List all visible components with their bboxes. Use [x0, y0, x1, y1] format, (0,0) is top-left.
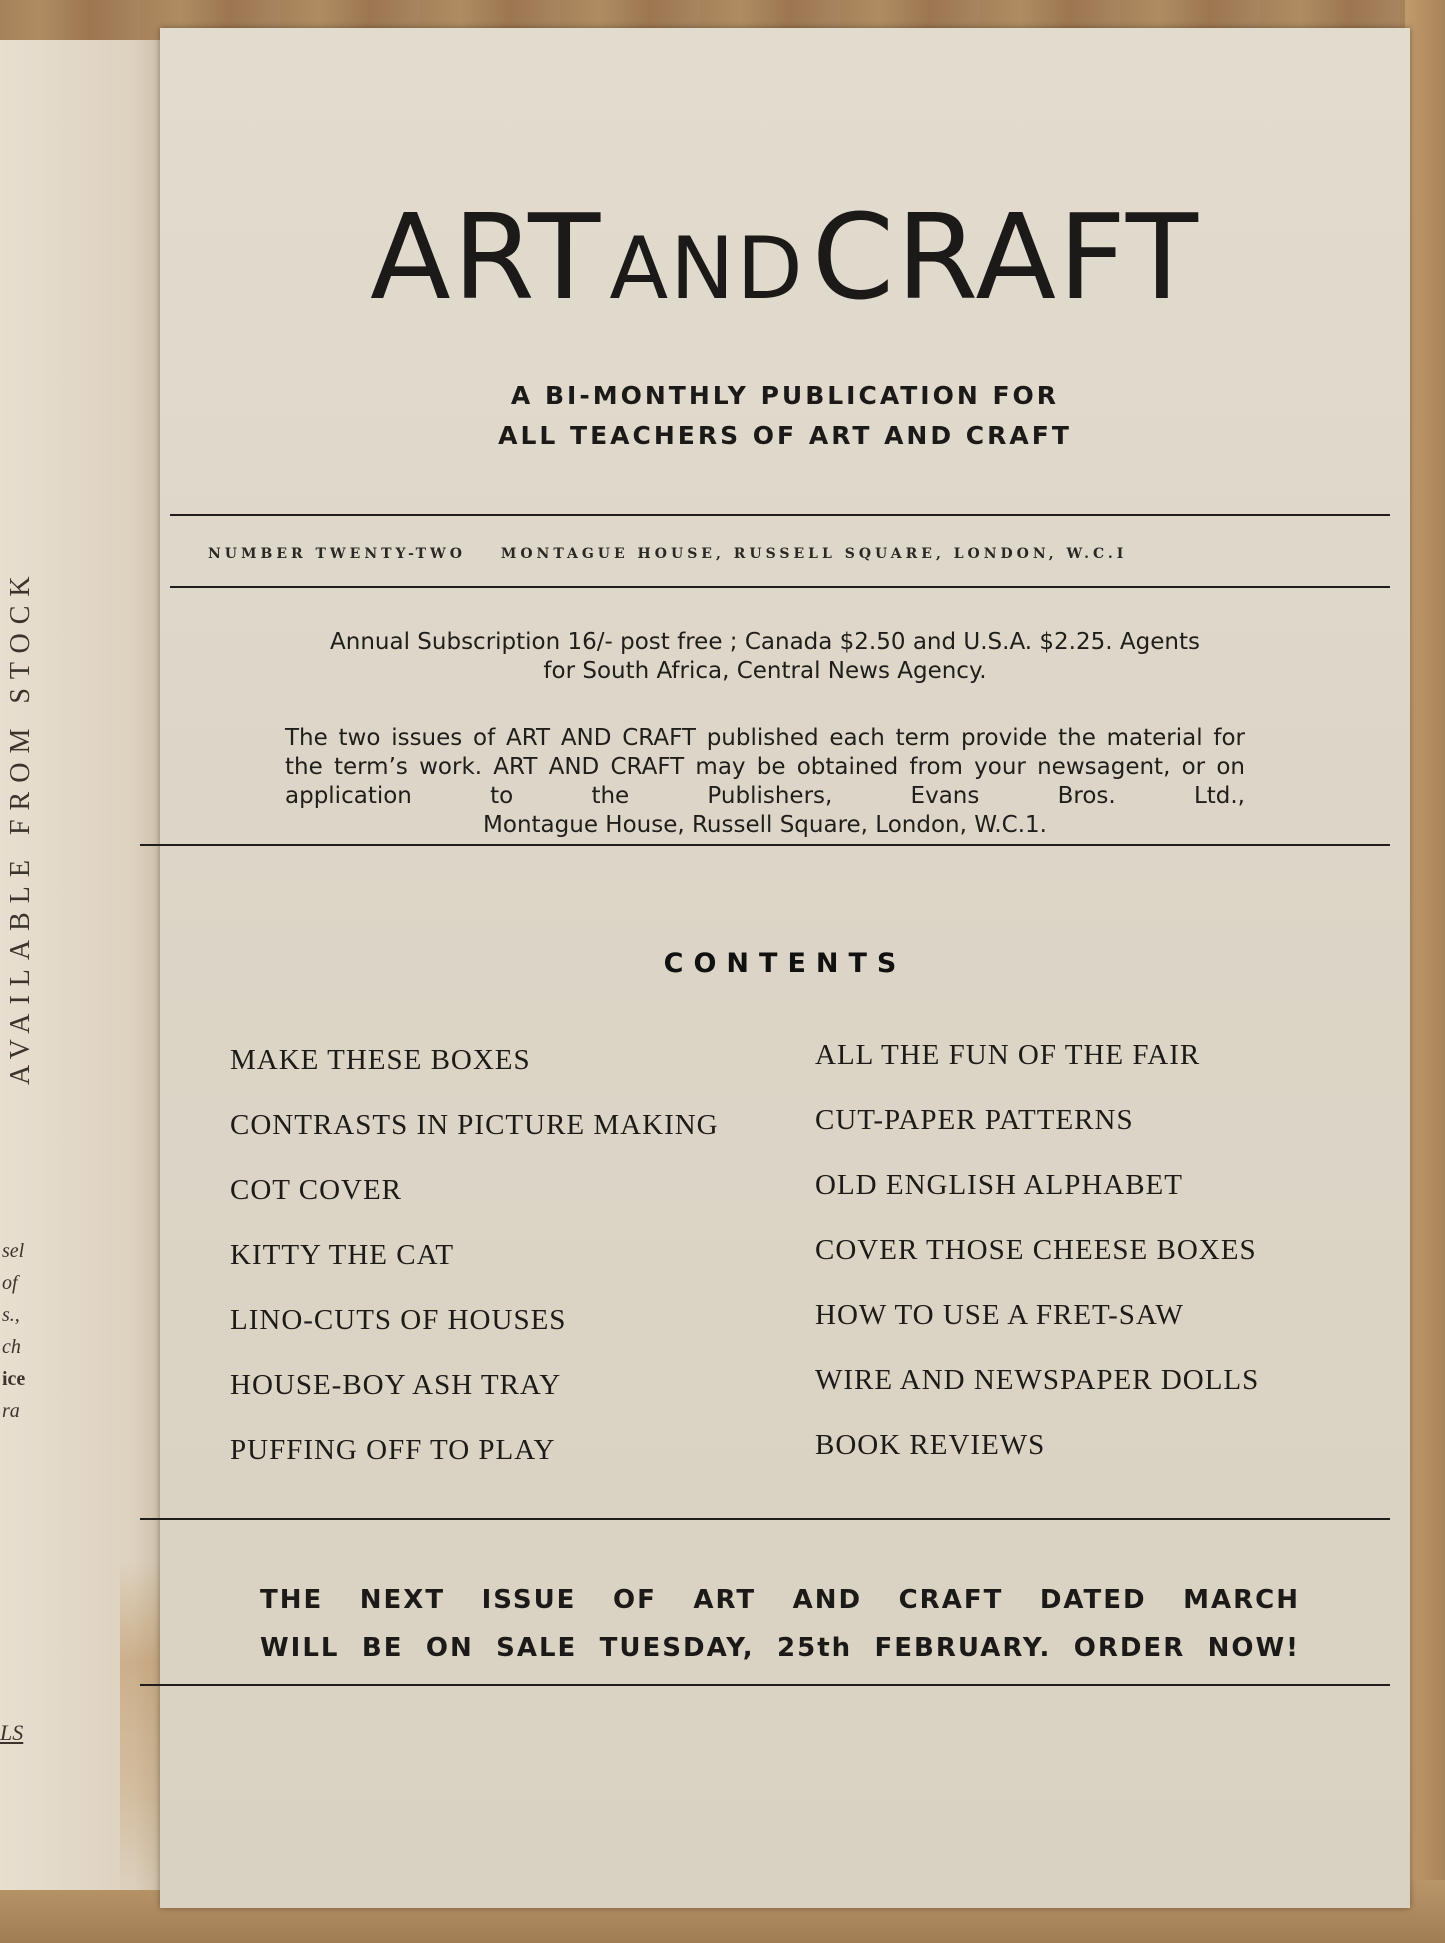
title-craft: CRAFT	[811, 188, 1200, 326]
contents-item: LINO-CUTS OF HOUSES	[230, 1304, 567, 1336]
title-and: AND	[609, 219, 805, 319]
notice-line-1: THE NEXT ISSUE OF ART AND CRAFT DATED MARCH	[260, 1585, 1300, 1615]
subscription-line-1: Annual Subscription 16/- post free ; Canada $2.50 and U.S.A. $2.25. Agents	[330, 629, 1200, 655]
contents-item: BOOK REVIEWS	[815, 1429, 1046, 1461]
contents-item: ALL THE FUN OF THE FAIR	[815, 1039, 1201, 1071]
contents-left-column	[230, 1028, 719, 1483]
contents-item: HOUSE-BOY ASH TRAY	[230, 1369, 562, 1401]
subtitle-line-1: A BI-MONTHLY PUBLICATION FOR	[510, 381, 1060, 410]
magazine-page	[160, 28, 1410, 1908]
left-page-fragment: s.,	[2, 1304, 20, 1326]
contents-item: PUFFING OFF TO PLAY	[230, 1434, 556, 1466]
left-page-fragment: ch	[2, 1336, 21, 1358]
contents-heading: CONTENTS	[663, 948, 907, 979]
wood-edge-right	[1405, 0, 1445, 1943]
address-bar	[208, 546, 1388, 562]
left-page-fragment: sel	[2, 1240, 25, 1262]
contents-item: HOW TO USE A FRET-SAW	[815, 1299, 1184, 1331]
divider-rule	[140, 844, 1390, 846]
left-page-vertical-text: AVAILABLE FROM STOCK	[5, 567, 36, 1085]
left-facing-page	[0, 40, 168, 1890]
divider-rule	[170, 586, 1390, 588]
subscription-line-2: for South Africa, Central News Agency.	[543, 658, 987, 684]
contents-item: COVER THOSE CHEESE BOXES	[815, 1234, 1257, 1266]
divider-rule	[140, 1684, 1390, 1686]
contents-item: MAKE THESE BOXES	[230, 1044, 531, 1076]
notice-line-2: WILL BE ON SALE TUESDAY, 25th FEBRUARY. ORDER NOW!	[260, 1633, 1300, 1663]
issue-number: NUMBER TWENTY-TWO	[208, 546, 466, 562]
publisher-address: MONTAGUE HOUSE, RUSSELL SQUARE, LONDON, W.C.I	[500, 546, 1128, 562]
next-issue-notice	[260, 1576, 1300, 1672]
about-paragraph	[285, 724, 1245, 840]
contents-item: KITTY THE CAT	[230, 1239, 455, 1271]
left-page-bottom-fragment: LS	[0, 1720, 24, 1745]
left-page-fragment: of	[2, 1272, 18, 1294]
masthead-subtitle	[160, 376, 1410, 456]
contents-item: CONTRASTS IN PICTURE MAKING	[230, 1109, 719, 1141]
subtitle-line-2: ALL TEACHERS OF ART AND CRAFT	[498, 421, 1072, 450]
about-text: The two issues of ART AND CRAFT published each term provide the material for the term’s work. ART AND CRAFT may be obtained from your newsagent, or on application to the Publishers, Evans Bros. Ltd.,	[285, 725, 1245, 809]
divider-rule	[140, 1518, 1390, 1520]
masthead-title	[160, 188, 1410, 326]
title-art: ART	[370, 188, 603, 326]
left-page-fragment: ice	[2, 1368, 26, 1390]
divider-rule	[170, 514, 1390, 516]
contents-right-column	[815, 1023, 1259, 1478]
contents-item: WIRE AND NEWSPAPER DOLLS	[815, 1364, 1260, 1396]
subscription-info	[285, 628, 1245, 686]
about-last-line: Montague House, Russell Square, London, W.C.1.	[483, 812, 1047, 838]
contents-item: COT COVER	[230, 1174, 403, 1206]
contents-item: OLD ENGLISH ALPHABET	[815, 1169, 1183, 1201]
contents-item: CUT-PAPER PATTERNS	[815, 1104, 1134, 1136]
left-page-fragment: ra	[2, 1400, 20, 1422]
